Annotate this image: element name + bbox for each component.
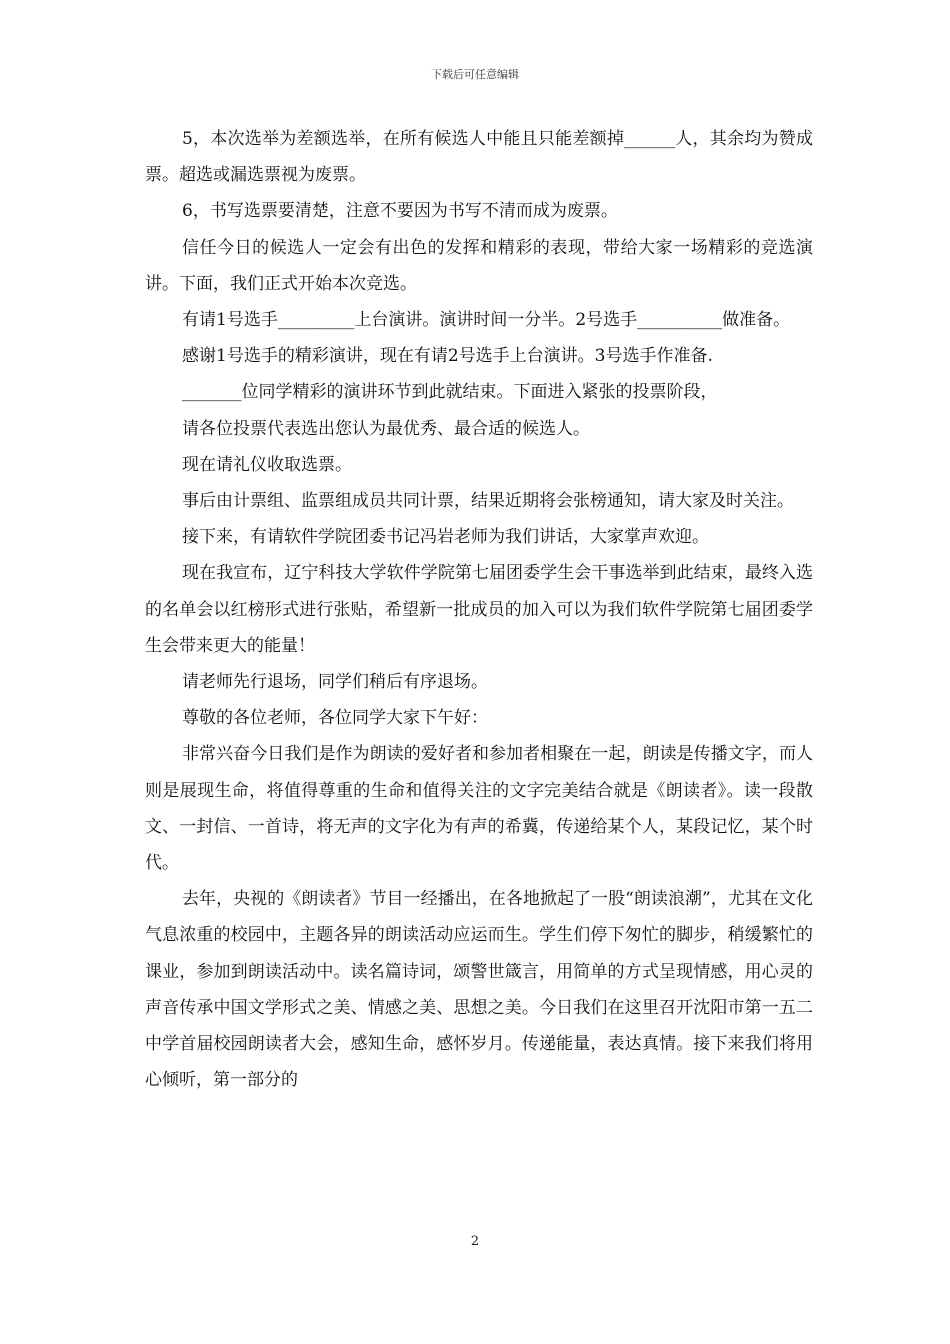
paragraph: 非常兴奋今日我们是作为朗读的爱好者和参加者相聚在一起，朗读是传播文字，而人则是展现生命，将值得尊重的生命和值得关注的文字完美结合就是《朗读者》。读一段散文、一封信、一首诗，将无声的文字化为有声的希冀，传递给某个人，某段记忆，某个时代。 [145,744,813,874]
paragraph: 现在请礼仪收取选票。 [182,454,352,475]
paragraph: 感谢1号选手的精彩演讲，现在有请2号选手上台演讲。3号选手作准备. [182,346,713,367]
paragraph: 6，书写选票要清楚，注意不要因为书写不清而成为废票。 [182,201,618,222]
paragraph: 请老师先行退场，同学们稍后有序退场。 [182,672,488,693]
paragraph: 事后由计票组、监票组成员共同计票，结果近期将会张榜通知，请大家及时关注。 [182,491,794,512]
paragraph: 去年，央视的《朗读者》节目一经播出，在各地掀起了一股“朗读浪潮”，尤其在文化气息浓重的校园中，主题各异的朗读活动应运而生。学生们停下匆忙的脚步，稍缓繁忙的课业，参加到朗读活动中。读名篇诗词，颂警世箴言，用简单的方式呈现情感，用心灵的声音传承中国文学形式之美、情感之美、思想之美。今日我们在这里召开沈阳市第一五二中学首届校园朗读者大会，感知生命，感怀岁月。传递能量，表达真情。接下来我们将用心倾听，第一部分的 [145,889,813,1091]
paragraph: 有请1号选手_________上台演讲。演讲时间一分半。2号选手__________做准备。 [182,310,791,331]
paragraph: 尊敬的各位老师，各位同学大家下午好： [182,708,488,729]
document-body [145,121,813,1098]
paragraph: 接下来，有请软件学院团委书记冯岩老师为我们讲话，大家掌声欢迎。 [182,527,709,548]
page-header: 下载后可任意编辑 [431,68,519,81]
page-number: 2 [470,1234,480,1249]
paragraph: 5，本次选举为差额选举，在所有候选人中能且只能差额掉______人，其余均为赞成票。超选或漏选票视为废票。 [145,129,813,186]
paragraph: _______位同学精彩的演讲环节到此就结束。下面进入紧张的投票阶段， [182,382,718,403]
paragraph: 请各位投票代表选出您认为最优秀、最合适的候选人。 [182,418,590,439]
paragraph: 信任今日的候选人一定会有出色的发挥和精彩的表现，带给大家一场精彩的竞选演讲。下面，我们正式开始本次竞选。 [145,237,813,294]
paragraph: 现在我宣布，辽宁科技大学软件学院第七届团委学生会干事选举到此结束，最终入选的名单会以红榜形式进行张贴，希望新一批成员的加入可以为我们软件学院第七届团委学生会带来更大的能量！ [145,563,813,656]
